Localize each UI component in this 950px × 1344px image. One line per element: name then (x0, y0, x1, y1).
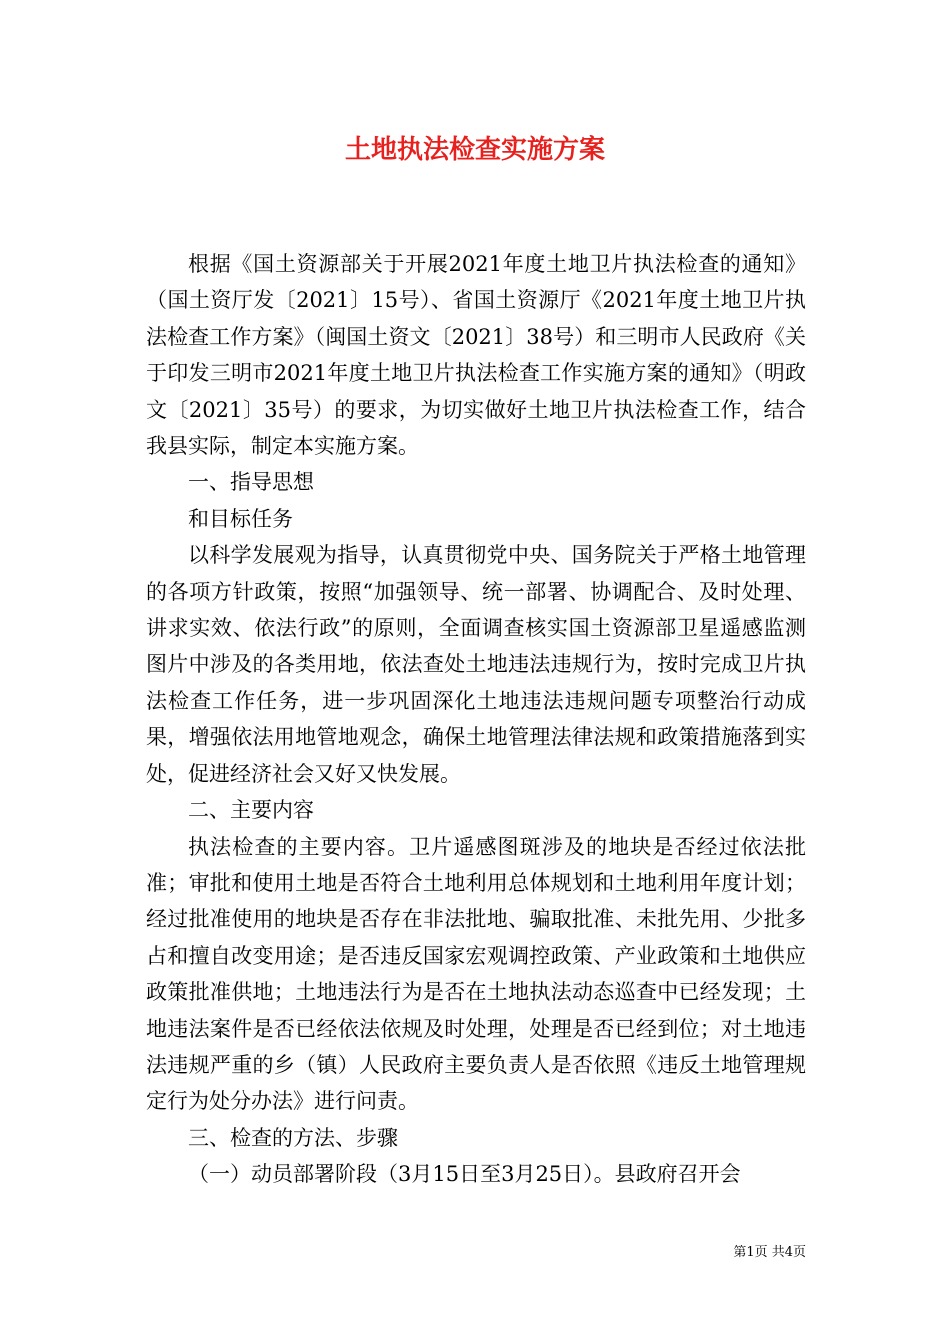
document-title: 土地执法检查实施方案 (344, 135, 605, 165)
heading-methods-steps: 三、检查的方法、步骤 (188, 1125, 398, 1150)
paragraph-basis: 根据《国土资源部关于开展2021年度土地卫片执法检查的通知》（国土资厅发〔2021〕15号）、省国土资源厅《2021年度土地卫片执法检查工作方案》（闽国土资文〔2021〕38号）和三明市人民政府《关于印发三明市2021年度土地卫片执法检查工作实施方案的通知》（明政文〔2021〕35号）的要求，为切实做好土地卫片执法检查工作，结合我县实际，制定本实施方案。 (146, 252, 806, 459)
page-footer: 第1页 共4页 (733, 1245, 806, 1260)
paragraph-main-content: 执法检查的主要内容。卫片遥感图斑涉及的地块是否经过依法批准；审批和使用土地是否符合土地利用总体规划和土地利用年度计划；经过批准使用的地块是否存在非法批地、骗取批准、未批先用、少批多占和擅自改变用途；是否违反国家宏观调控政策、产业政策和土地供应政策批准供地；土地违法行为是否在土地执法动态巡查中已经发现；土地违法案件是否已经依法依规及时处理，处理是否已经到位；对土地违法违规严重的乡（镇）人民政府主要负责人是否依照《违反土地管理规定行为处分办法》进行问责。 (146, 834, 806, 1114)
paragraph-guiding-content: 以科学发展观为指导，认真贯彻党中央、国务院关于严格土地管理的各项方针政策，按照“加强领导、统一部署、协调配合、及时处理、讲求实效、依法行政”的原则，全面调查核实国土资源部卫星遥感监测图片中涉及的各类用地，依法查处土地违法违规行为，按时完成卫片执法检查工作任务，进一步巩固深化土地违法违规问题专项整治行动成果，增强依法用地管地观念，确保土地管理法律法规和政策措施落到实处，促进经济社会又好又快发展。 (146, 543, 806, 786)
heading-guiding-thought: 一、指导思想 (188, 470, 314, 495)
paragraph-mobilization: （一）动员部署阶段（3月15日至3月25日）。县政府召开会 (188, 1162, 741, 1187)
heading-main-content: 二、主要内容 (188, 798, 314, 823)
heading-goals-tasks: 和目标任务 (188, 506, 293, 531)
document-body (146, 246, 806, 1193)
